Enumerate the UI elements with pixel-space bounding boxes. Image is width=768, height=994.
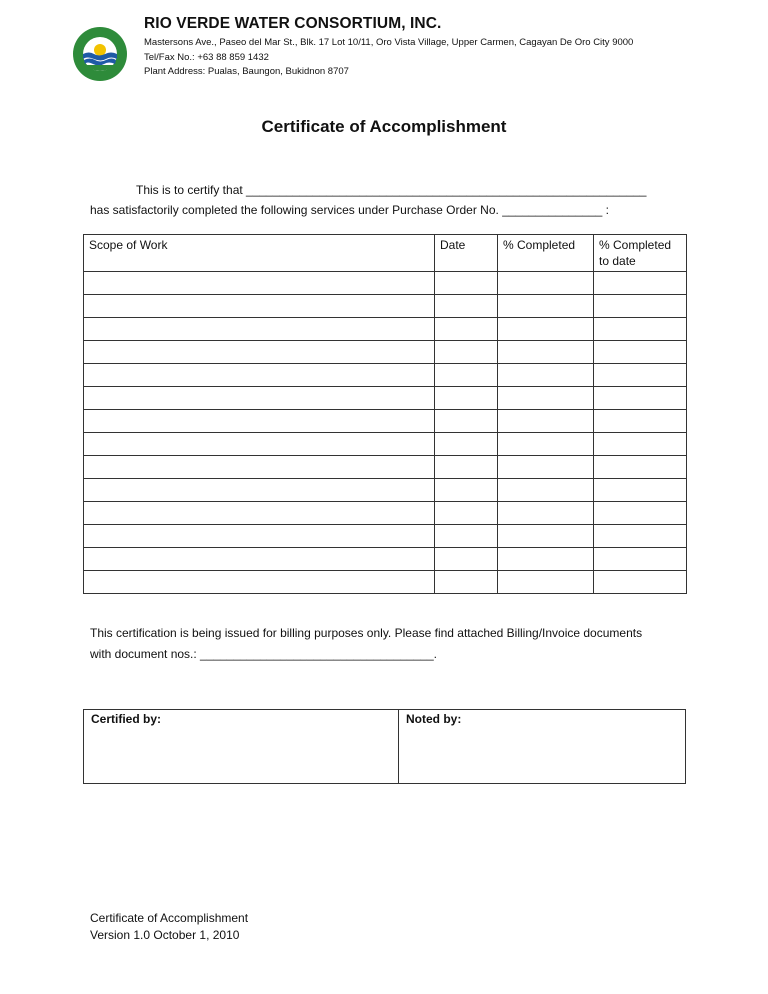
scope-cell[interactable] [84,341,435,364]
percent-completed-cell[interactable] [498,410,594,433]
percent-completed-to-date-header: % Completed to date [594,235,687,272]
table-row [84,525,687,548]
date-cell[interactable] [435,548,498,571]
company-telfax: Tel/Fax No.: +63 88 859 1432 [144,52,269,63]
scope-of-work-header: Scope of Work [84,235,435,272]
scope-cell[interactable] [84,272,435,295]
table-row [84,387,687,410]
footer-title: Certificate of Accomplishment [90,911,249,925]
percent-completed-cell[interactable] [498,364,594,387]
certify-line: This is to certify that ____________________________________________________________ [136,183,647,197]
scope-cell[interactable] [84,502,435,525]
date-cell[interactable] [435,525,498,548]
percent-to-date-cell[interactable] [594,571,687,594]
scope-of-work-table [83,234,687,594]
percent-to-date-cell[interactable] [594,525,687,548]
percent-completed-cell[interactable] [498,433,594,456]
percent-completed-cell[interactable] [498,341,594,364]
noted-by-label: Noted by: [406,712,462,726]
certified-by-label: Certified by: [91,712,162,726]
percent-to-date-cell[interactable] [594,479,687,502]
company-logo [72,26,128,82]
company-address: Mastersons Ave., Paseo del Mar St., Blk. 17 Lot 10/11, Oro Vista Village, Upper Carmen, Cagayan De Oro City 9000 [144,37,634,48]
date-cell[interactable] [435,295,498,318]
table-row [84,548,687,571]
date-cell[interactable] [435,272,498,295]
table-row [84,295,687,318]
percent-to-date-cell[interactable] [594,295,687,318]
date-cell[interactable] [435,479,498,502]
signature-table [83,709,686,784]
table-row [84,272,687,295]
footer-version: Version 1.0 October 1, 2010 [90,928,240,942]
date-cell[interactable] [435,410,498,433]
table-row [84,502,687,525]
scope-cell[interactable] [84,456,435,479]
date-cell[interactable] [435,341,498,364]
certified-by-cell[interactable] [84,710,399,784]
percent-completed-cell[interactable] [498,525,594,548]
billing-note-line-2: with document nos.: ___________________________________. [90,647,437,661]
company-name: RIO VERDE WATER CONSORTIUM, INC. [144,15,442,32]
date-cell[interactable] [435,387,498,410]
document-title: Certificate of Accomplishment [261,117,507,136]
billing-note-line-1: This certification is being issued for billing purposes only. Please find attached Billing/Invoice documents [90,626,643,640]
percent-completed-cell[interactable] [498,295,594,318]
scope-cell[interactable] [84,433,435,456]
date-cell[interactable] [435,571,498,594]
scope-cell[interactable] [84,571,435,594]
scope-cell[interactable] [84,295,435,318]
percent-to-date-cell[interactable] [594,548,687,571]
scope-cell[interactable] [84,525,435,548]
percent-completed-cell[interactable] [498,318,594,341]
table-row [84,479,687,502]
signature-row [84,710,686,784]
percent-completed-cell[interactable] [498,571,594,594]
scope-cell[interactable] [84,318,435,341]
plant-address: Plant Address: Pualas, Baungon, Bukidnon 8707 [144,66,349,77]
percent-to-date-cell[interactable] [594,410,687,433]
percent-to-date-cell[interactable] [594,456,687,479]
percent-completed-header: % Completed [498,235,594,272]
percent-completed-cell[interactable] [498,502,594,525]
percent-completed-cell[interactable] [498,272,594,295]
percent-to-date-cell[interactable] [594,433,687,456]
scope-cell[interactable] [84,548,435,571]
percent-to-date-cell[interactable] [594,272,687,295]
date-cell[interactable] [435,433,498,456]
date-header: Date [435,235,498,272]
date-cell[interactable] [435,456,498,479]
table-row [84,571,687,594]
table-row [84,410,687,433]
table-row [84,364,687,387]
table-row [84,456,687,479]
date-cell[interactable] [435,318,498,341]
date-cell[interactable] [435,502,498,525]
percent-to-date-cell[interactable] [594,387,687,410]
percent-to-date-cell[interactable] [594,502,687,525]
percent-completed-cell[interactable] [498,456,594,479]
date-cell[interactable] [435,364,498,387]
table-header-row [84,235,687,272]
percent-completed-cell[interactable] [498,548,594,571]
percent-completed-cell[interactable] [498,479,594,502]
percent-to-date-cell[interactable] [594,341,687,364]
table-row [84,433,687,456]
scope-cell[interactable] [84,479,435,502]
percent-to-date-cell[interactable] [594,318,687,341]
percent-to-date-cell[interactable] [594,364,687,387]
percent-completed-cell[interactable] [498,387,594,410]
rio-verde-logo-icon [72,26,128,82]
scope-cell[interactable] [84,410,435,433]
scope-cell[interactable] [84,387,435,410]
noted-by-cell[interactable] [399,710,686,784]
scope-table-body [84,272,687,594]
scope-cell[interactable] [84,364,435,387]
services-line: has satisfactorily completed the following services under Purchase Order No. _______________ : [90,203,609,217]
table-row [84,341,687,364]
table-row [84,318,687,341]
